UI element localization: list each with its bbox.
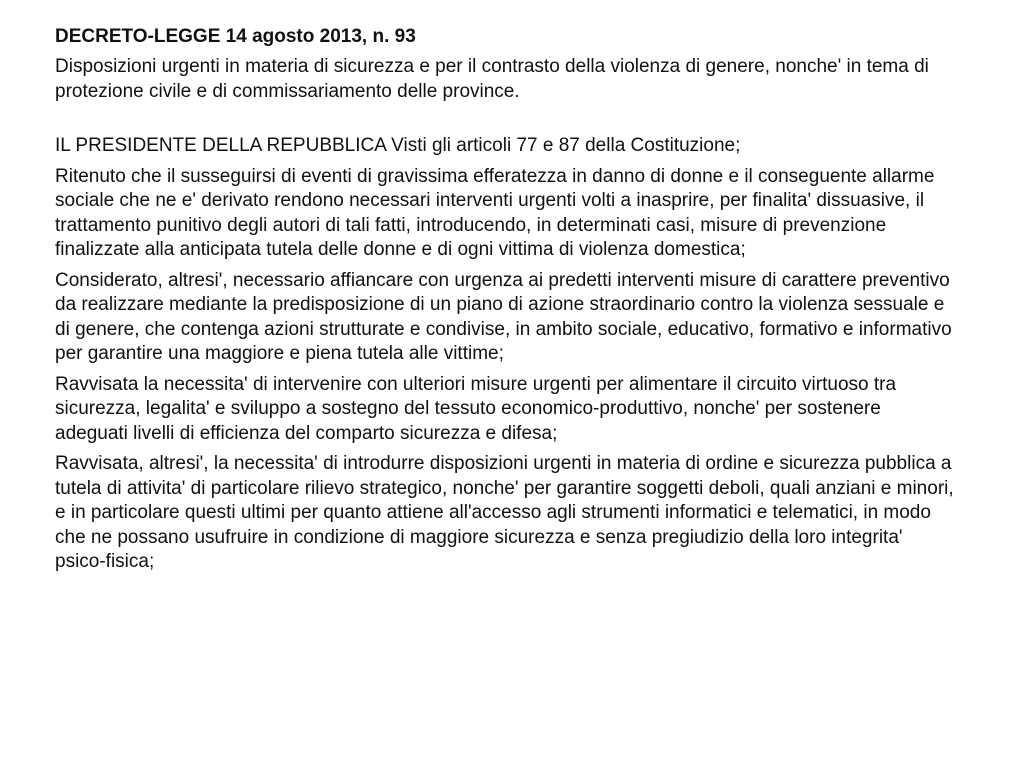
preamble: IL PRESIDENTE DELLA REPUBBLICA Visti gli articoli 77 e 87 della Costituzione; xyxy=(55,135,741,156)
paragraph-ravvisata-1: Ravvisata la necessita' di intervenire con ulteriori misure urgenti per alimentare il circuito virtuoso tra sicurezza, legalita' e sviluppo a sostegno del tessuto economico-produttivo, nonche' per sostenere adeguati livelli di efficienza del comparto sicurezza e difesa; xyxy=(55,373,897,444)
paragraph-ritenuto: Ritenuto che il susseguirsi di eventi di gravissima efferatezza in danno di donne e il conseguente allarme sociale che ne e' derivato rendono necessari interventi urgenti volti a inasprire, per finalita' dissuasive, il trattamento punitivo degli autori di tali fatti, introducendo, in determinati casi, misure di prevenzione finalizzate alla anticipata tutela delle donne e di ogni vittima di violenza domestica; xyxy=(55,165,935,260)
decree-title: DECRETO-LEGGE 14 agosto 2013, n. 93 xyxy=(55,26,416,47)
paragraph-ravvisata-2: Ravvisata, altresi', la necessita' di introdurre disposizioni urgenti in materia di ordine e sicurezza pubblica a tutela di attivita' di particolare rilievo strategico, nonche' per garantire soggetti deboli, quali anziani e minori, e in particolare questi ultimi per quanto attiene all'accesso agli strumenti informatici e telematici, in modo che ne possano usufruire in condizione di maggiore sicurezza e senza pregiudizio della loro integrita' psico-fisica; xyxy=(55,453,954,572)
spacer xyxy=(55,110,954,134)
paragraph-considerato: Considerato, altresi', necessario affiancare con urgenza ai predetti interventi misure di carattere preventivo da realizzare mediante la predisposizione di un piano di azione straordinario contro la violenza sessuale e di genere, che contenga azioni strutturate e condivise, in ambito sociale, educativo, formativo e informativo per garantire una maggiore e piena tutela alle vittime; xyxy=(55,269,952,364)
decree-subtitle: Disposizioni urgenti in materia di sicurezza e per il contrasto della violenza di genere, nonche' in tema di protezione civile e di commissariamento delle province. xyxy=(55,56,929,102)
